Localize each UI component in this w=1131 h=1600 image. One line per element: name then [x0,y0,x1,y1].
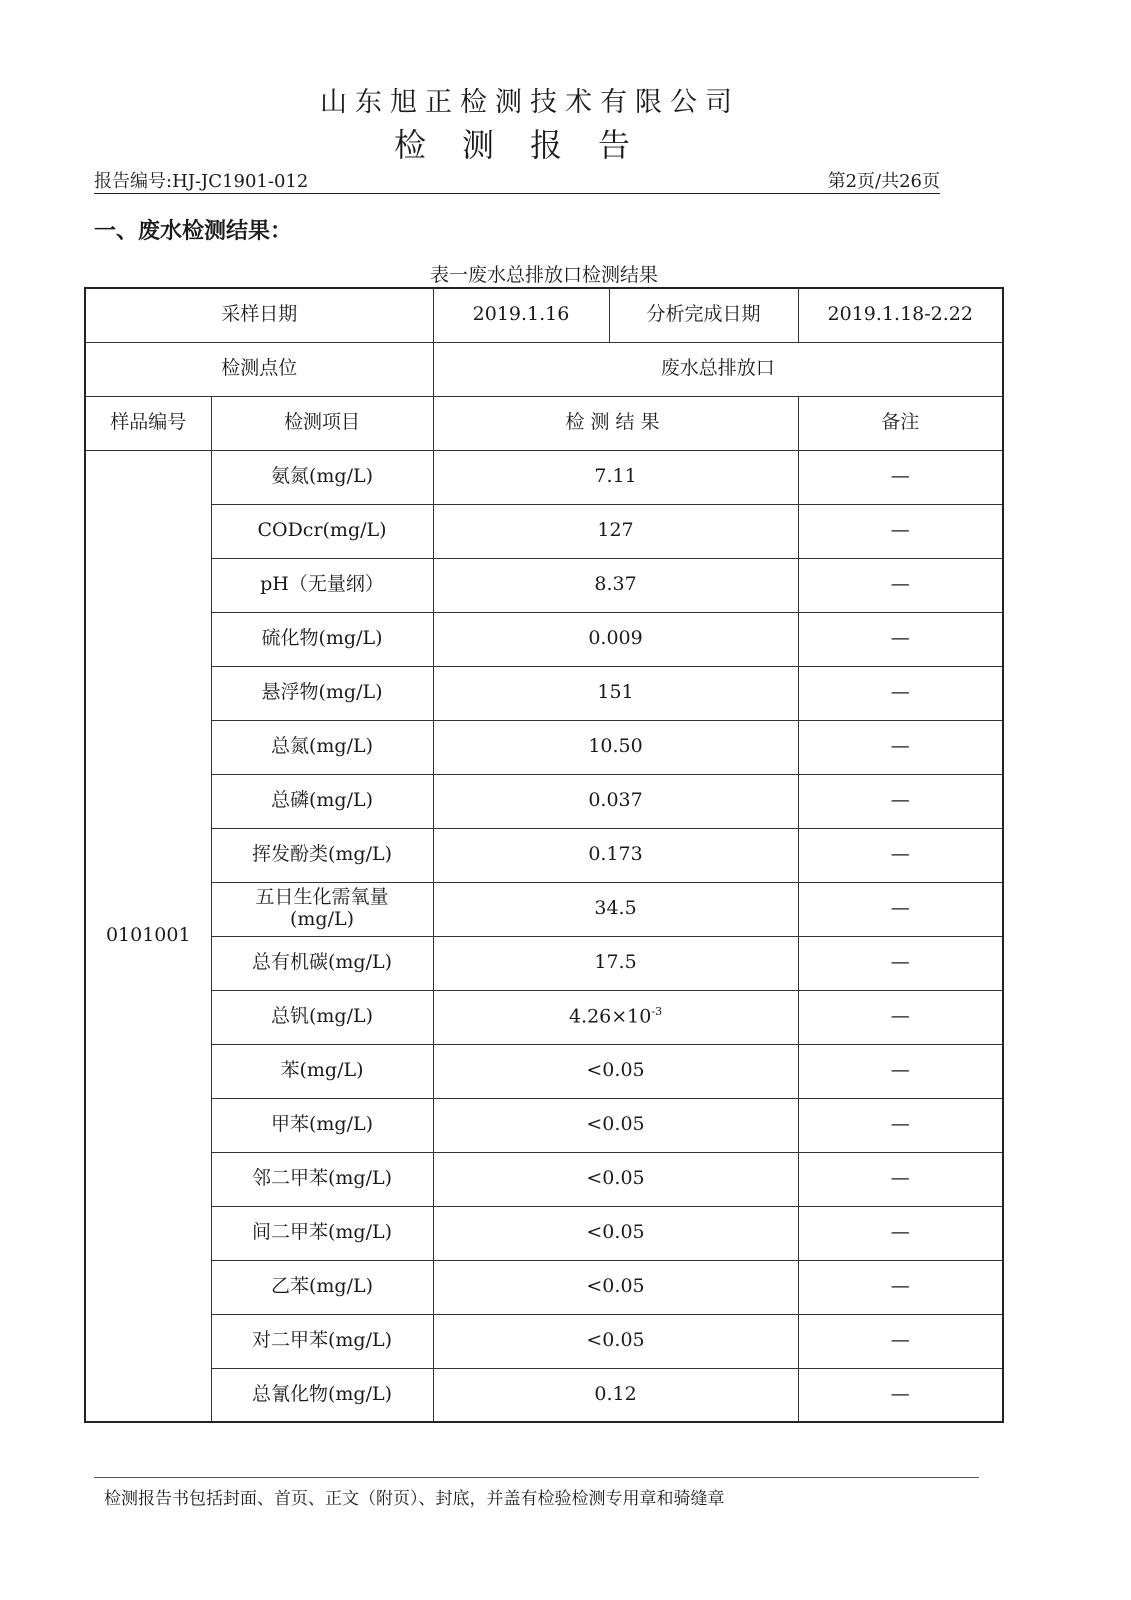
result-value: 0.173 [588,843,643,866]
table-row [85,1260,1003,1314]
table-row [85,882,1003,936]
table-row [85,990,1003,1044]
result-value: <0.05 [586,1113,645,1136]
table-row [85,612,1003,666]
document-title: 检测报告 [393,126,666,164]
remark-cell: — [798,990,1003,1044]
remark-cell: — [798,1152,1003,1206]
item-cell: 悬浮物(mg/L) [211,666,433,720]
remark-cell: — [798,882,1003,936]
sampling-date-row [85,288,1003,342]
location-row [85,342,1003,396]
item-cell: 苯(mg/L) [211,1044,433,1098]
results-table [84,287,1004,1423]
result-value: 4.26×10 [568,1005,652,1028]
result-value: 0.037 [588,789,643,812]
item-cell: 总有机碳(mg/L) [211,936,433,990]
analysis-date-value: 2019.1.18-2.22 [798,288,1003,342]
item-cell: 乙苯(mg/L) [211,1260,433,1314]
result-value: <0.05 [586,1221,645,1244]
result-cell [433,666,798,720]
table-caption: 表一废水总排放口检测结果 [430,264,659,286]
remark-header: 备注 [798,396,1003,450]
remark-cell: — [798,936,1003,990]
result-value: 17.5 [594,951,637,974]
footer-divider [94,1477,979,1478]
location-value: 废水总排放口 [433,342,1003,396]
header-row [85,396,1003,450]
item-cell: 总钒(mg/L) [211,990,433,1044]
table-row [85,1368,1003,1422]
result-cell [433,1206,798,1260]
remark-cell: — [798,1098,1003,1152]
table-row [85,504,1003,558]
remark-cell: — [798,612,1003,666]
page-info: 第2页/共26页 [827,171,940,192]
item-cell: 总氰化物(mg/L) [211,1368,433,1422]
table-row [85,936,1003,990]
result-value: <0.05 [586,1059,645,1082]
item-cell: 总磷(mg/L) [211,774,433,828]
table-row [85,720,1003,774]
report-number: 报告编号:HJ-JC1901-012 [94,171,309,192]
result-cell [433,558,798,612]
section-title: 一、废水检测结果： [94,219,293,244]
table-row [85,1152,1003,1206]
remark-cell: — [798,558,1003,612]
remark-cell: — [798,1260,1003,1314]
item-cell: 硫化物(mg/L) [211,612,433,666]
result-cell [433,828,798,882]
result-value: 0.12 [594,1382,637,1405]
table-row [85,1314,1003,1368]
remark-cell: — [798,1044,1003,1098]
footer-note: 检测报告书包括封面、首页、正文（附页）、封底，并盖有检验检测专用章和骑缝章 [104,1489,725,1509]
report-meta [94,167,940,194]
item-cell: CODcr(mg/L) [211,504,433,558]
result-cell [433,882,798,936]
remark-cell: — [798,774,1003,828]
table-row [85,1098,1003,1152]
result-cell [433,1314,798,1368]
remark-cell: — [798,720,1003,774]
result-cell [433,1152,798,1206]
location-label: 检测点位 [85,342,433,396]
result-cell [433,720,798,774]
result-value: 151 [597,681,634,704]
result-cell [433,1044,798,1098]
result-value: <0.05 [586,1329,645,1352]
sample-id-header: 样品编号 [85,396,211,450]
result-cell [433,612,798,666]
table-row [85,558,1003,612]
item-cell: pH（无量纲） [211,558,433,612]
item-cell: 氨氮(mg/L) [211,450,433,504]
remark-cell: — [798,504,1003,558]
result-value: <0.05 [586,1167,645,1190]
remark-cell: — [798,1368,1003,1422]
table-row [85,666,1003,720]
item-cell: 五日生化需氧量(mg/L) [211,882,433,936]
sampling-date-value: 2019.1.16 [433,288,609,342]
remark-cell: — [798,828,1003,882]
item-cell: 甲苯(mg/L) [211,1098,433,1152]
result-cell [433,504,798,558]
remark-cell: — [798,450,1003,504]
analysis-date-label: 分析完成日期 [609,288,798,342]
result-value: 127 [597,519,634,542]
remark-cell: — [798,1206,1003,1260]
table-row [85,1044,1003,1098]
result-header: 检测结果 [433,396,798,450]
item-cell: 对二甲苯(mg/L) [211,1314,433,1368]
result-cell [433,990,798,1044]
result-value: 8.37 [594,573,637,596]
result-value: 7.11 [594,465,637,488]
result-value: 34.5 [594,897,637,920]
item-cell: 总氮(mg/L) [211,720,433,774]
table-row [85,450,1003,504]
result-exponent: -3 [651,1004,663,1018]
remark-cell: — [798,1314,1003,1368]
result-cell [433,774,798,828]
result-value: <0.05 [586,1275,645,1298]
item-cell: 间二甲苯(mg/L) [211,1206,433,1260]
item-cell: 挥发酚类(mg/L) [211,828,433,882]
sampling-date-label: 采样日期 [85,288,433,342]
result-cell [433,1368,798,1422]
item-cell: 邻二甲苯(mg/L) [211,1152,433,1206]
result-cell [433,450,798,504]
remark-cell: — [798,666,1003,720]
table-row [85,828,1003,882]
company-name: 山东旭正检测技术有限公司 [320,87,740,118]
item-header: 检测项目 [211,396,433,450]
table-row [85,1206,1003,1260]
sample-id-cell: 0101001 [85,450,211,1422]
result-cell [433,1260,798,1314]
table-row [85,774,1003,828]
result-value: 0.009 [588,627,643,650]
result-cell [433,936,798,990]
result-cell [433,1098,798,1152]
result-value: 10.50 [588,735,643,758]
